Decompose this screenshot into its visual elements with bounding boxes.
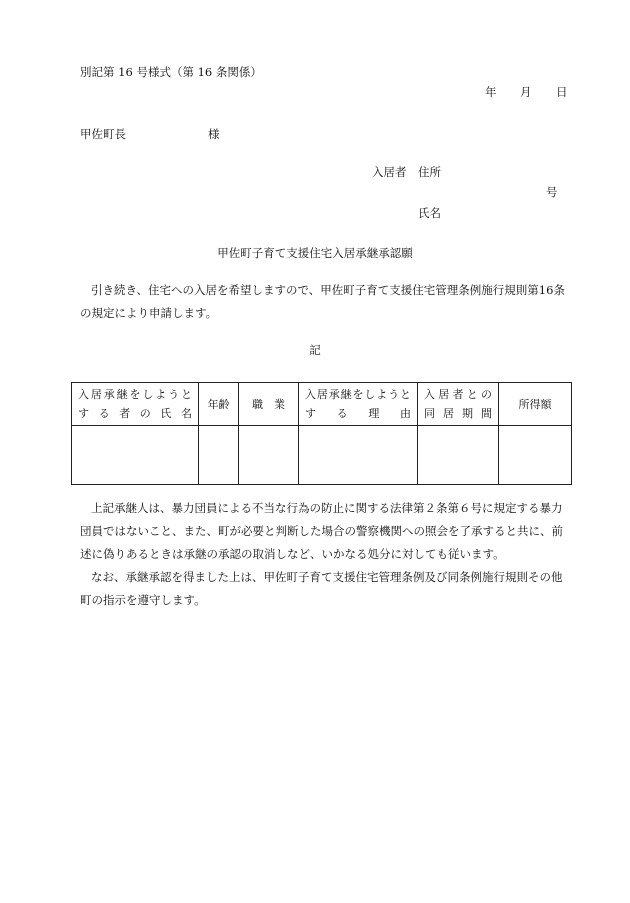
header-occupation: 職 業 (239, 383, 299, 426)
form-number: 別記第 16 号様式（第 16 条関係） (80, 65, 262, 79)
application-table (71, 382, 572, 485)
header-successor-name: 入居承継をしようと する者の氏名 (72, 383, 199, 426)
table-row (72, 426, 572, 485)
addressee: 甲佐町長 (80, 127, 126, 141)
header-cohabitation-period: 入居者との 同居期間 (418, 383, 499, 426)
applicant-role-label: 入居者 (372, 165, 407, 179)
header-age: 年齢 (199, 383, 239, 426)
declaration-text: 上記承継人は、暴力団員による不当な行為の防止に関する法律第２条第６号に規定する暴力団員ではないこと、また、町が必要と判断した場合の警察機関への照会を了承すると共に、前述に偽りあるときは承継の承認の取消しなど、いかなる処分に対しても従います。 (80, 501, 563, 561)
document-title: 甲佐町子育て支援住宅入居承継承認願 (217, 246, 413, 260)
cell-age[interactable] (199, 426, 239, 485)
cell-occupation[interactable] (239, 426, 299, 485)
intro-paragraph (80, 279, 572, 325)
header-reason: 入居承継をしようと する理由 (299, 383, 418, 426)
record-label: 記 (309, 343, 321, 357)
name-label: 氏名 (418, 206, 441, 220)
cell-income[interactable] (499, 426, 572, 485)
date-year-label: 年 (485, 85, 497, 99)
date-day-label: 日 (556, 85, 568, 99)
compliance-text: なお、承継承認を得ました上は、甲佐町子育て支援住宅管理条例及び同条例施行規則その他町の指示を遵守します。 (80, 570, 563, 607)
cell-reason[interactable] (299, 426, 418, 485)
cell-successor-name[interactable] (72, 426, 199, 485)
address-number-label: 号 (546, 185, 558, 199)
date-month-label: 月 (520, 85, 532, 99)
table-header-row (72, 383, 572, 426)
header-income: 所得額 (499, 383, 572, 426)
cell-cohabitation-period[interactable] (418, 426, 499, 485)
intro-text: 引き続き、住宅への入居を希望しますので、甲佐町子育て支援住宅管理条例施行規則第16条の規定により申請します。 (80, 283, 565, 320)
address-label: 住所 (418, 165, 441, 179)
honorific: 様 (208, 127, 220, 141)
declaration-block (80, 497, 572, 612)
